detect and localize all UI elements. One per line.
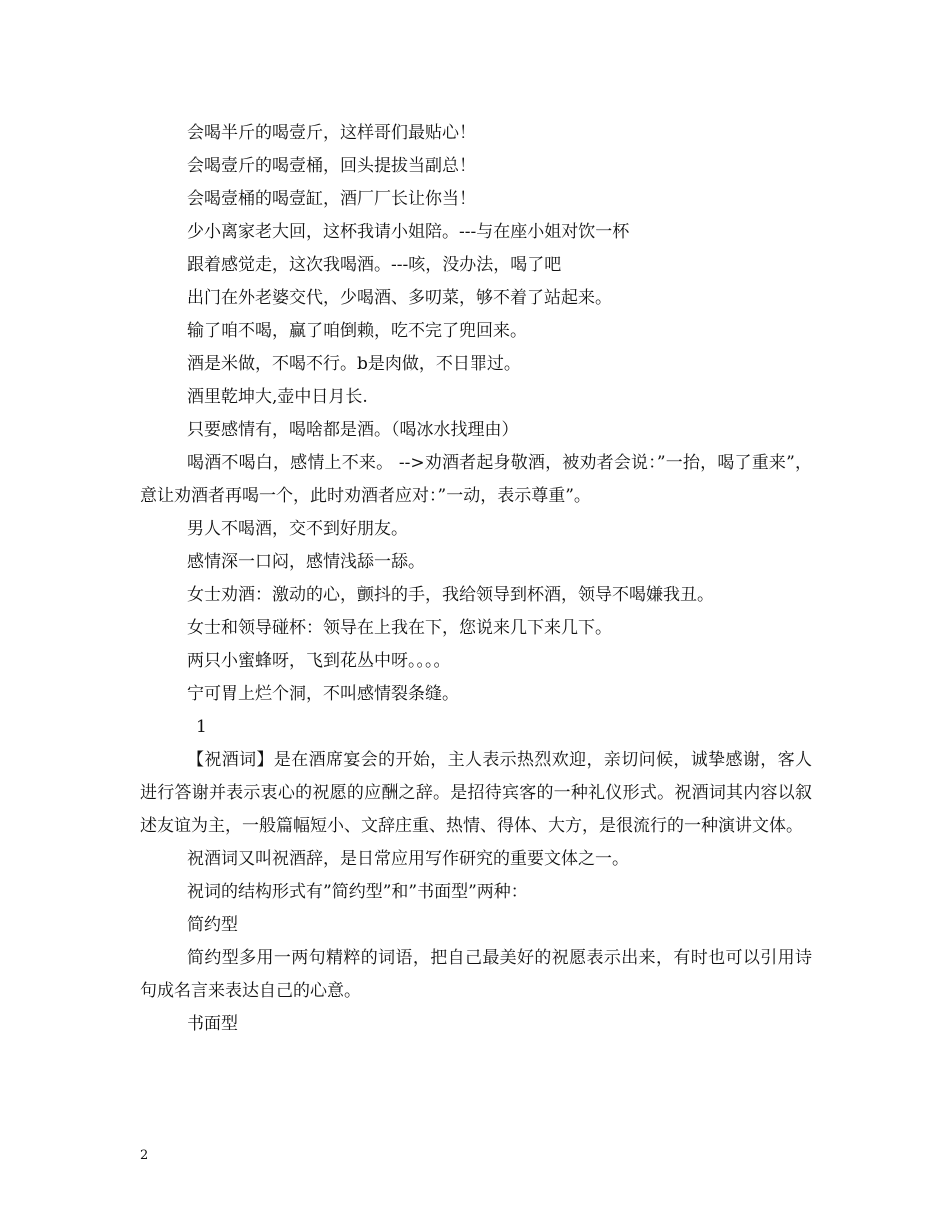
document-body: [140, 117, 812, 1041]
text-paragraph: 简约型多用一两句精粹的词语，把自己最美好的祝愿表示出来，有时也可以引用诗句成名言来表达自己的心意。: [140, 948, 812, 1001]
page-number: 2: [140, 1148, 149, 1163]
text-line: 女士和领导碰杯：领导在上我在下，您说来几下来几下。: [187, 618, 612, 638]
text-line: 祝词的结构形式有”简约型”和”书面型”两种：: [187, 882, 528, 902]
text-line: 男人不喝酒，交不到好朋友。: [187, 519, 408, 539]
section-heading: 简约型: [187, 915, 238, 935]
text-line: 只要感情有，喝啥都是酒。（喝冰水找理由）: [187, 420, 519, 440]
text-line: 两只小蜜蜂呀，飞到花丛中呀。。。。: [187, 651, 451, 671]
inline-number: 1: [196, 717, 207, 737]
text-line: 会喝壹斤的喝壹桶，回头提拔当副总！: [187, 156, 476, 176]
text-line: 酒里乾坤大,壶中日月长.: [187, 387, 368, 407]
text-line: 宁可胃上烂个洞，不叫感情裂条缝。: [187, 684, 459, 704]
text-line: 会喝半斤的喝壹斤，这样哥们最贴心！: [187, 123, 476, 143]
text-line: 祝酒词又叫祝酒辞，是日常应用写作研究的重要文体之一。: [187, 849, 629, 869]
text-line: 输了咱不喝，赢了咱倒赖，吃不完了兜回来。: [187, 321, 527, 341]
section-heading: 书面型: [187, 1014, 238, 1034]
text-line: 出门在外老婆交代，少喝酒、多叨菜，够不着了站起来。: [187, 288, 612, 308]
text-line: 跟着感觉走，这次我喝酒。---咳，没办法，喝了吧: [187, 255, 562, 275]
text-line: 感情深一口闷，感情浅舔一舔。: [187, 552, 425, 572]
text-line: 酒是米做，不喝不行。b是肉做，不日罪过。: [187, 354, 521, 374]
text-paragraph: 【祝酒词】是在酒席宴会的开始，主人表示热烈欢迎，亲切问候，诚挚感谢，客人进行答谢并表示衷心的祝愿的应酬之辞。是招待宾客的一种礼仪形式。祝酒词其内容以叙述友谊为主，一般篇幅短小、文辞庄重、热情、得体、大方，是很流行的一种演讲文体。: [140, 750, 812, 836]
text-paragraph: 喝酒不喝白，感情上不来。 -->劝酒者起身敬酒，被劝者会说：”一抬，喝了重来”，意让劝酒者再喝一个，此时劝酒者应对：”一动，表示尊重”。: [140, 453, 812, 506]
text-line: 女士劝酒：激动的心，颤抖的手，我给领导到杯酒，领导不喝嫌我丑。: [187, 585, 714, 605]
text-line: 少小离家老大回，这杯我请小姐陪。---与在座小姐对饮一杯: [187, 222, 630, 242]
text-line: 会喝壹桶的喝壹缸，酒厂厂长让你当！: [187, 189, 476, 209]
